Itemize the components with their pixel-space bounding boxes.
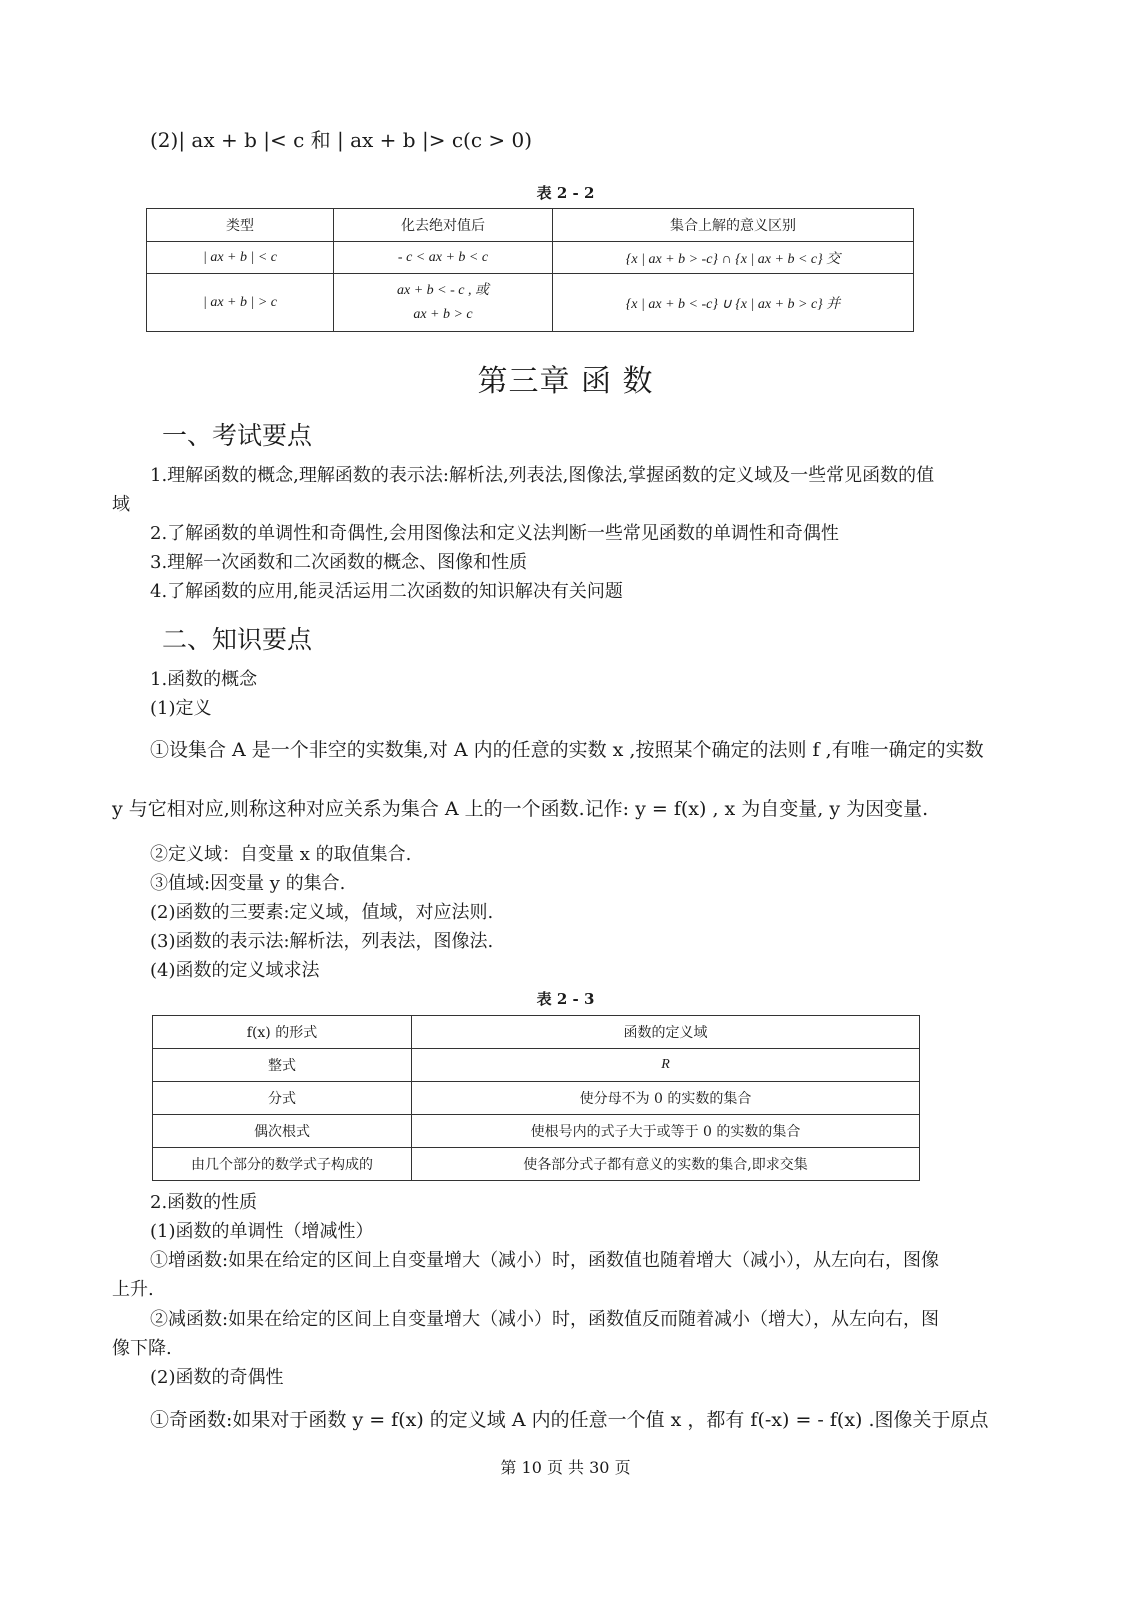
representation-methods: (3)函数的表示法:解析法，列表法，图像法. (150, 931, 494, 952)
table-header-row (147, 209, 914, 242)
exam-point-1: 1.理解函数的概念,理解函数的表示法:解析法,列表法,图像法,掌握函数的定义域及一些常见函数的值 (150, 465, 935, 486)
definition-title: (1)定义 (150, 698, 212, 719)
odd-function-line: ①奇函数:如果对于函数 y = f(x) 的定义域 A 内的任意一个值 x ，都有 f(-x) = - f(x) .图像关于原点 (150, 1409, 989, 1431)
form-cell: 由几个部分的数学式子构成的 (153, 1148, 412, 1181)
header-cell: 集合上解的意义区别 (553, 209, 914, 242)
section-2-title: 二、知识要点 (162, 625, 313, 654)
increasing-line-1: ①增函数:如果在给定的区间上自变量增大（减小）时，函数值也随着增大（减小），从左向右，图像 (150, 1250, 940, 1271)
properties-title: 2.函数的性质 (150, 1192, 258, 1213)
header-cell: 类型 (147, 209, 334, 242)
after-cell: - c < ax + b < c (334, 242, 553, 274)
meaning-cell: {x | ax + b < -c} ∪ {x | ax + b > c} 并 (553, 274, 914, 332)
definition-line-1: ①设集合 A 是一个非空的实数集,对 A 内的任意的实数 x ,按照某个确定的法则 f ,有唯一确定的实数 (150, 739, 984, 761)
table-header-row (153, 1016, 920, 1049)
table-2-2 (146, 208, 914, 332)
header-cell: f(x) 的形式 (153, 1016, 412, 1049)
parity-title: (2)函数的奇偶性 (150, 1367, 284, 1388)
header-cell: 函数的定义域 (412, 1016, 920, 1049)
after-line-2: ax + b > c (413, 306, 473, 322)
table-row (153, 1049, 920, 1082)
after-line-1: ax + b < - c , 或 (397, 282, 489, 298)
monotonicity-title: (1)函数的单调性（增减性） (150, 1221, 374, 1242)
concept-title: 1.函数的概念 (150, 669, 258, 690)
chapter-title: 第三章 函 数 (477, 364, 654, 399)
table-row (153, 1148, 920, 1181)
exam-point-2: 2.了解函数的单调性和奇偶性,会用图像法和定义法判断一些常见函数的单调性和奇偶性 (150, 523, 839, 544)
header-cell: 化去绝对值后 (334, 209, 553, 242)
table-2-2-caption: 表 2 - 2 (536, 184, 595, 202)
domain-definition: ②定义域：自变量 x 的取值集合. (150, 844, 412, 865)
domain-cell: 使根号内的式子大于或等于 0 的实数的集合 (412, 1115, 920, 1148)
form-cell: 偶次根式 (153, 1115, 412, 1148)
decreasing-line-1: ②减函数:如果在给定的区间上自变量增大（减小）时，函数值反而随着减小（增大），从左向右，图 (150, 1309, 940, 1330)
decreasing-line-2: 像下降. (112, 1338, 172, 1359)
table-2-3 (152, 1015, 920, 1181)
form-cell: 整式 (153, 1049, 412, 1082)
exam-point-3: 3.理解一次函数和二次函数的概念、图像和性质 (150, 552, 528, 573)
range-definition: ③值域:因变量 y 的集合. (150, 873, 346, 894)
domain-method-title: (4)函数的定义域求法 (150, 960, 320, 981)
table-row (147, 274, 914, 332)
increasing-line-2: 上升. (112, 1279, 154, 1300)
page-footer: 第 10 页 共 30 页 (500, 1458, 631, 1477)
exam-point-1-cont: 域 (112, 494, 130, 515)
section-1-title: 一、考试要点 (162, 421, 313, 450)
exam-point-4: 4.了解函数的应用,能灵活运用二次函数的知识解决有关问题 (150, 581, 623, 602)
domain-cell: 使分母不为 0 的实数的集合 (412, 1082, 920, 1115)
domain-cell: R (412, 1049, 920, 1082)
meaning-cell: {x | ax + b > -c} ∩ {x | ax + b < c} 交 (553, 242, 914, 274)
after-cell (334, 274, 553, 332)
definition-line-2: y 与它相对应,则称这种对应关系为集合 A 上的一个函数.记作: y = f(x) , x 为自变量, y 为因变量. (112, 798, 929, 820)
inequality-heading: (2)| ax + b |< c 和 | ax + b |> c(c > 0) (150, 128, 533, 152)
form-cell: 分式 (153, 1082, 412, 1115)
table-row (153, 1115, 920, 1148)
table-row (147, 242, 914, 274)
table-row (153, 1082, 920, 1115)
table-2-3-caption: 表 2 - 3 (536, 990, 595, 1008)
type-cell: | ax + b | > c (147, 274, 334, 332)
domain-cell: 使各部分式子都有意义的实数的集合,即求交集 (412, 1148, 920, 1181)
type-cell: | ax + b | < c (147, 242, 334, 274)
three-elements: (2)函数的三要素:定义域，值域，对应法则. (150, 902, 494, 923)
